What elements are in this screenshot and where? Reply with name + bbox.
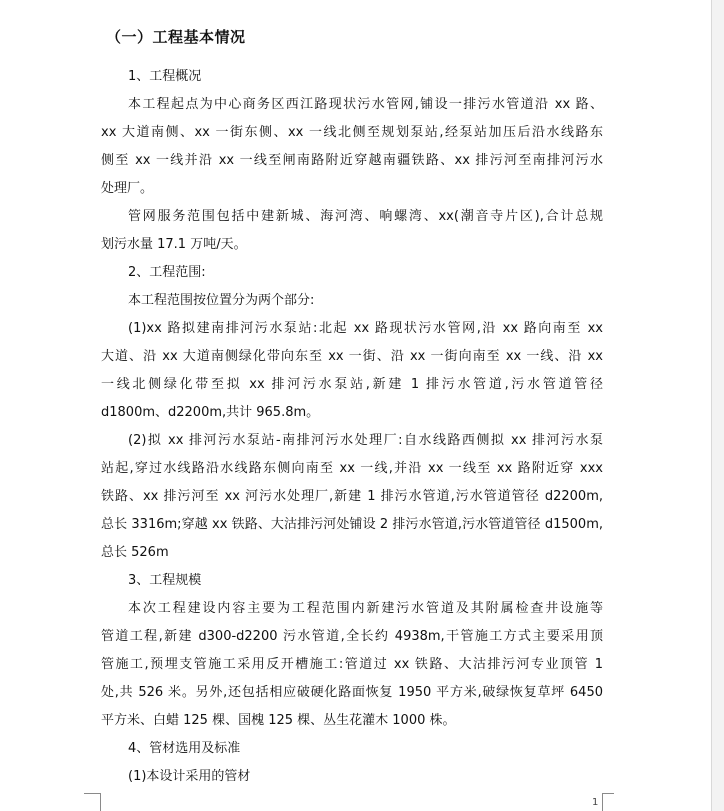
paragraph-line: 管施工,预埋支管施工采用反开槽施工:管道过 xx 铁路、大沽排污河专业顶管 1 bbox=[101, 657, 603, 672]
paragraph-line: 总长 3316m;穿越 xx 铁路、大沽排污河处铺设 2 排污水管道,污水管道管径 d1500m, bbox=[101, 517, 603, 532]
paragraph-line: 一线北侧绿化带至拟 xx 排河污水泵站,新建 1 排污水管道,污水管道管径 bbox=[101, 377, 603, 392]
paragraph-line: 本次工程建设内容主要为工程范围内新建污水管道及其附属检查井设施等 bbox=[128, 601, 603, 616]
paragraph-line: d1800m、d2200m,共计 965.8m。 bbox=[101, 405, 320, 420]
paragraph-line: 管道工程,新建 d300-d2200 污水管道,全长约 4938m,干管施工方式主要采用顶 bbox=[101, 629, 603, 644]
paragraph-line: 大道、沿 xx 大道南侧绿化带向东至 xx 一街、沿 xx 一街向南至 xx 一线、沿 xx bbox=[101, 349, 603, 364]
page-corner-mark-right-vertical bbox=[602, 793, 603, 811]
heading-engineering-scope: 2、工程范围: bbox=[128, 265, 206, 280]
paragraph-line: xx 大道南侧、xx 一街东侧、xx 一线北侧至规划泵站,经泵站加压后沿水线路东 bbox=[101, 125, 603, 140]
paragraph-line: 处,共 526 米。另外,还包括相应破硬化路面恢复 1950 平方米,破绿恢复草坪 6450 bbox=[101, 685, 603, 700]
page-corner-mark-left bbox=[84, 793, 100, 794]
paragraph-line: (1)xx 路拟建南排河污水泵站:北起 xx 路现状污水管网,沿 xx 路向南至 xx bbox=[128, 321, 603, 336]
paragraph-line: 总长 526m bbox=[101, 545, 169, 560]
page-corner-mark-left-vertical bbox=[100, 793, 101, 811]
page-corner-mark-right bbox=[602, 793, 614, 794]
paragraph-line: (2)拟 xx 排河污水泵站-南排河污水处理厂:自水线路西侧拟 xx 排河污水泵 bbox=[128, 433, 603, 448]
paragraph-line: (1)本设计采用的管材 bbox=[128, 769, 251, 784]
paragraph-line: 本工程范围按位置分为两个部分: bbox=[128, 293, 315, 308]
paragraph-line: 本工程起点为中心商务区西江路现状污水管网,铺设一排污水管道沿 xx 路、 bbox=[128, 97, 603, 112]
paragraph-line: 划污水量 17.1 万吨/天。 bbox=[101, 237, 247, 252]
section-title: （一）工程基本情况 bbox=[106, 28, 246, 46]
heading-pipe-materials: 4、管材选用及标准 bbox=[128, 741, 241, 756]
page-number: 1 bbox=[592, 797, 599, 808]
paragraph-line: 侧至 xx 一线并沿 xx 一线至闸南路附近穿越南疆铁路、xx 排污河至南排河污水 bbox=[101, 153, 603, 168]
paragraph-line: 平方米、白蜡 125 棵、国槐 125 棵、丛生花灌木 1000 株。 bbox=[101, 713, 456, 728]
vertical-scrollbar[interactable] bbox=[711, 0, 724, 811]
paragraph-line: 站起,穿过水线路沿水线路东侧向南至 xx 一线,并沿 xx 一线至 xx 路附近穿 xxx bbox=[101, 461, 603, 476]
paragraph-line: 处理厂。 bbox=[101, 181, 154, 196]
heading-engineering-scale: 3、工程规模 bbox=[128, 573, 202, 588]
paragraph-line: 铁路、xx 排污河至 xx 河污水处理厂,新建 1 排污水管道,污水管道管径 d2200m, bbox=[101, 489, 603, 504]
heading-engineering-overview: 1、工程概况 bbox=[128, 69, 202, 84]
paragraph-line: 管网服务范围包括中建新城、海河湾、响螺湾、xx(潮音寺片区),合计总规 bbox=[128, 209, 603, 224]
